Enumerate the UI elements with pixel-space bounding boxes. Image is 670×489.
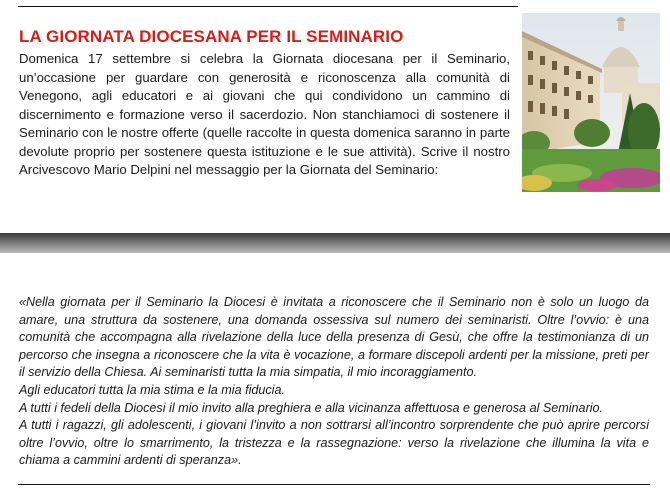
quote-paragraph: Agli educatori tutta la mia stima e la mia fiducia. [19, 382, 285, 397]
article-title: LA GIORNATA DIOCESANA PER IL SEMINARIO [19, 27, 404, 46]
article-intro: Domenica 17 settembre si celebra la Giornata diocesana per il Seminario, un’occasione per guardare con generosità e riconoscenza alla comunità di Venegono, agli educatori e ai giovani che qui condividono un cammino di discernimento e formazione verso il sacerdozio. Non stanchiamoci di sostenere il Seminario con le nostre offerte (quelle raccolte in questa domenica saranno in parte devolute proprio per sostenere questa istituzione e le sue attività). Scrive il nostro Arcivescovo Mario Delpini nel messaggio per la Giornata del Seminario: [19, 51, 510, 177]
quote-paragraph: A tutti i fedeli della Diocesi il mio invito alla preghiera e alla vicinanza affettuosa e generosa al Seminario. [19, 400, 604, 415]
section-divider-band [0, 233, 670, 253]
seminary-building-photo [522, 13, 660, 192]
top-divider [18, 6, 518, 7]
quote-paragraph: «Nella giornata per il Seminario la Diocesi è invitata a riconoscere che il Seminario non è solo un luogo da amare, una struttura da sostenere, una domanda ossessiva sul numero dei seminaristi. Oltre l’ovvio: è una comunità che accompagna alla rivelazione della luce della presenza di Gesù, che offre la testimonianza di un percorso che insegna a riconoscere che la vita è vocazione, a formare discepoli ardenti per la missione, preti per il servizio della Chiesa. Ai seminaristi tutta la mia simpatia, il mio incoraggiamento. [19, 295, 649, 380]
archbishop-quote [19, 294, 649, 470]
quote-paragraph: A tutti i ragazzi, gli adolescenti, i giovani l’invito a non sottrarsi all’incontro sorprendente che può aprire percorsi oltre l’ovvio, oltre lo smarrimento, la tristezza e la rassegnazione: verso la rivelazione che illumina la vita e chiama a cammini ardenti di speranza». [19, 418, 649, 468]
bottom-divider [18, 484, 650, 485]
